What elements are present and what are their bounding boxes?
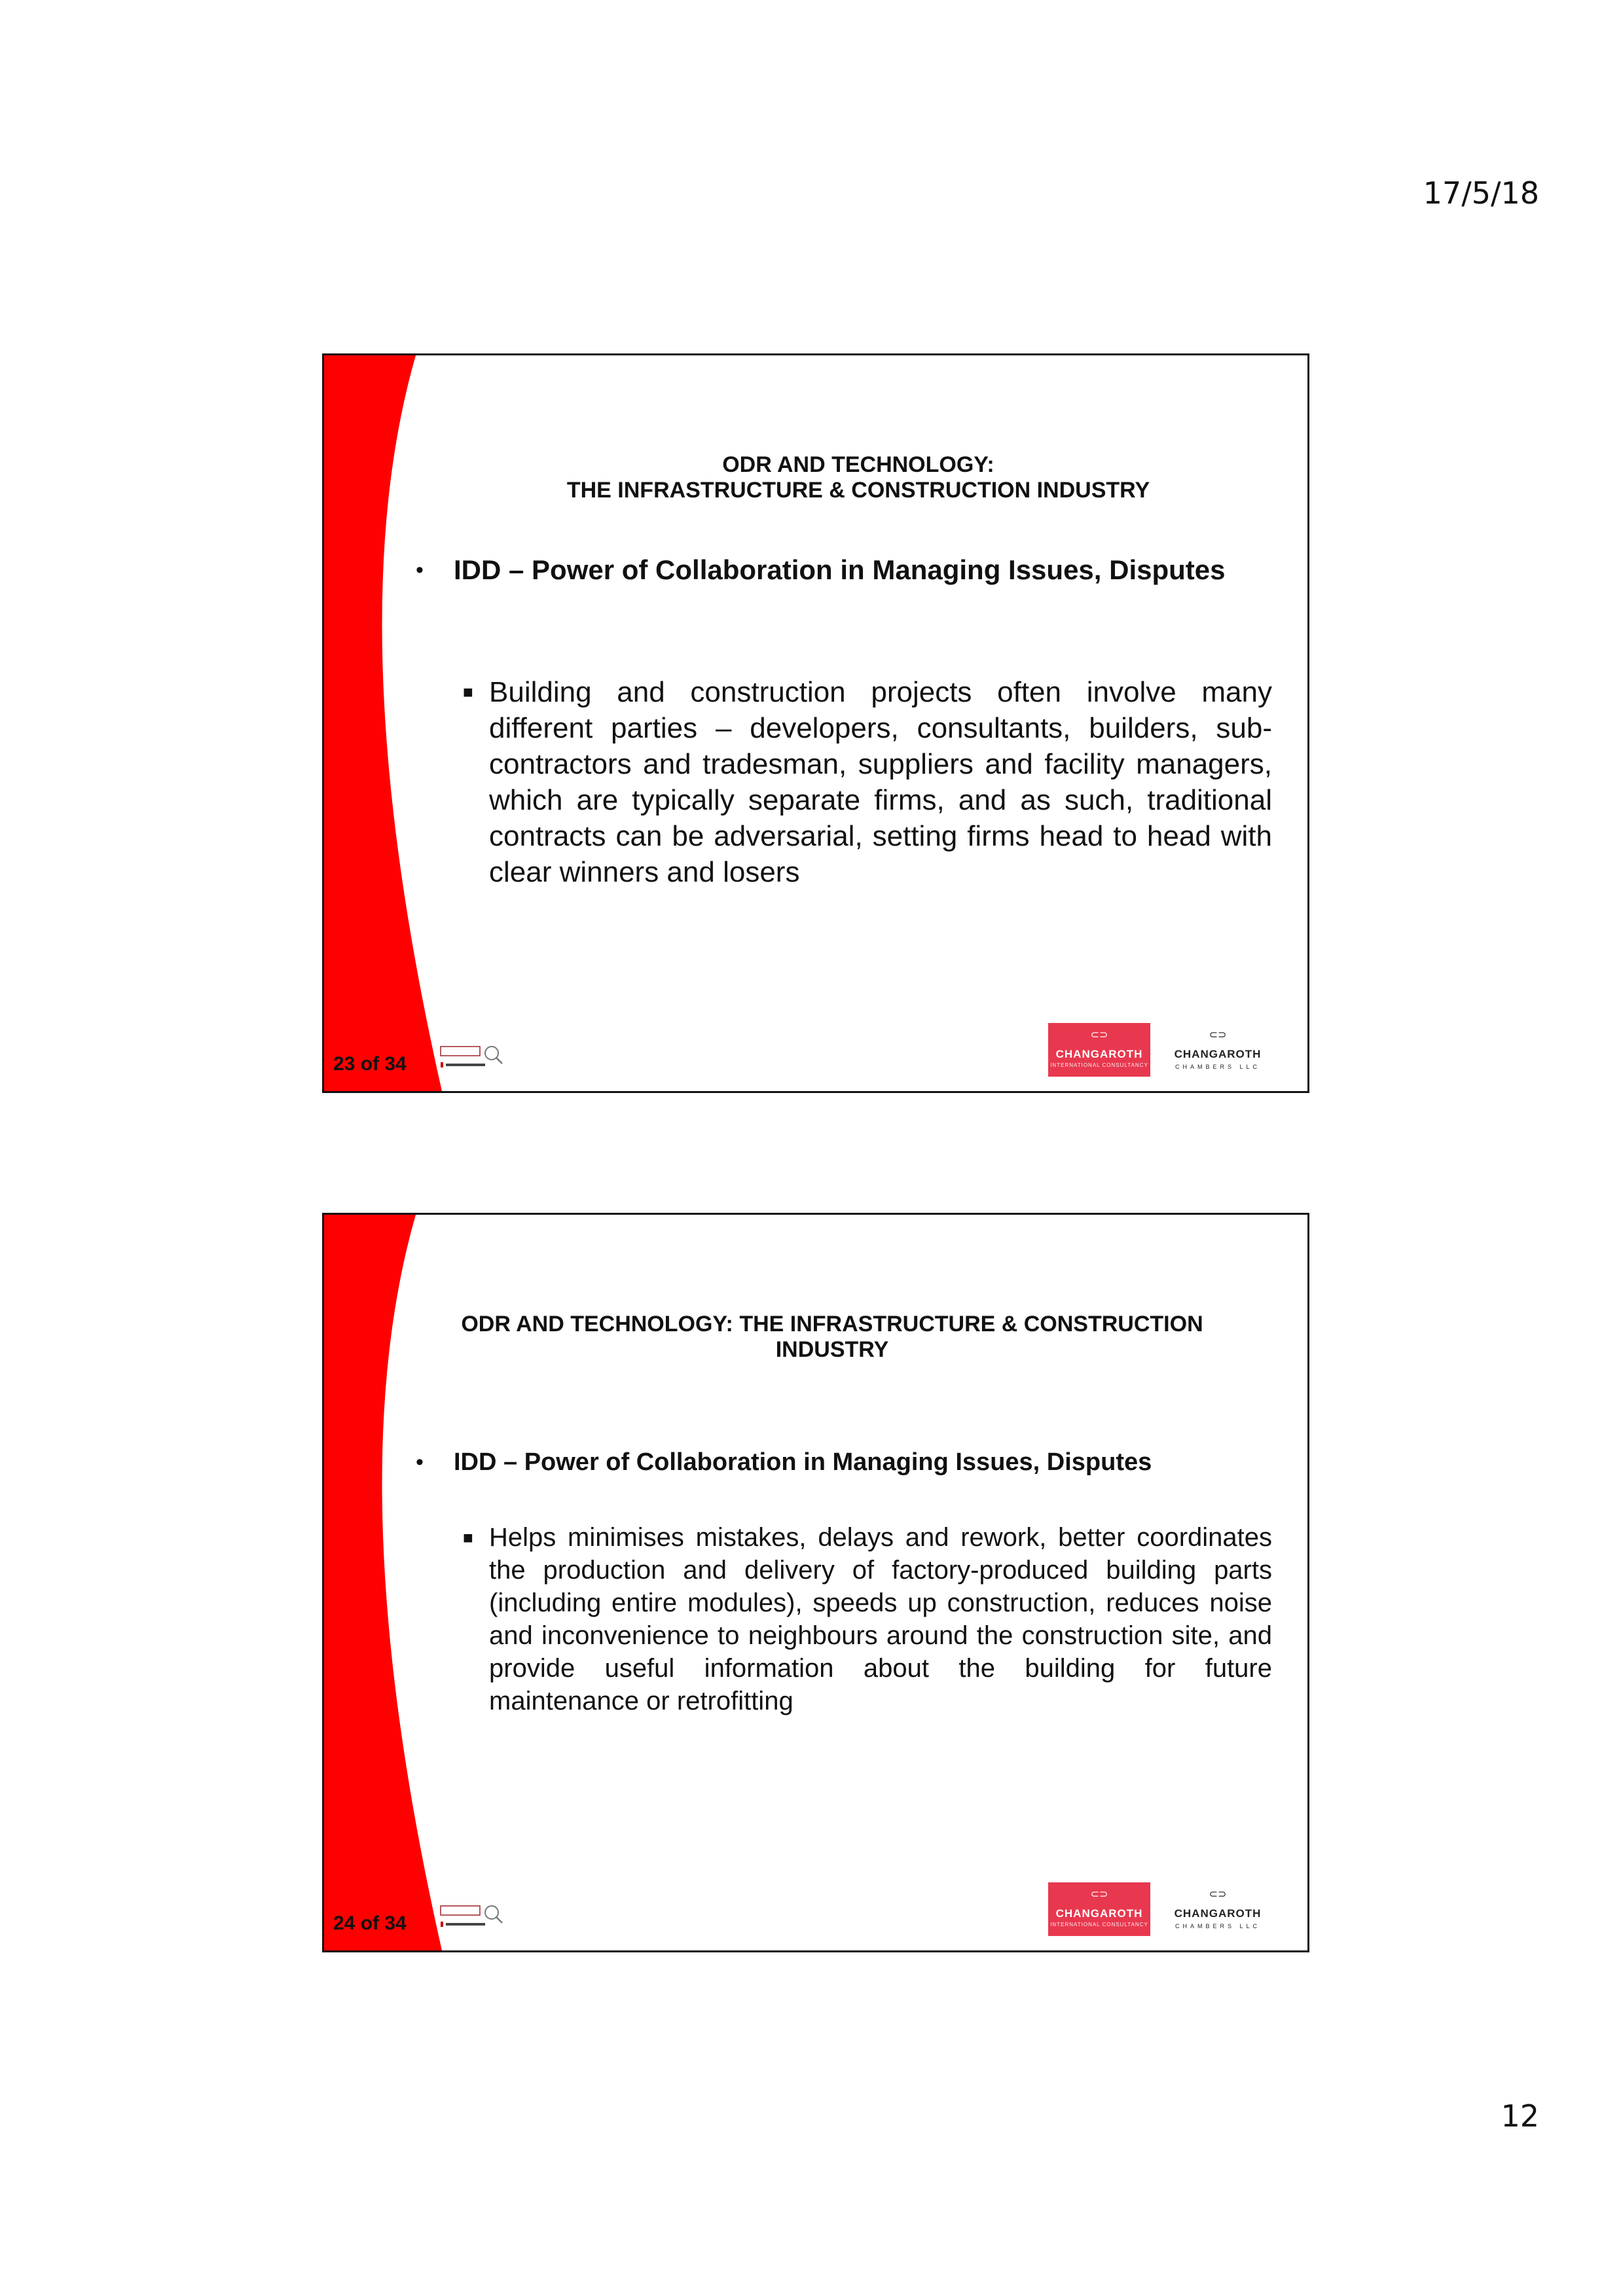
bullet-dot-icon: • xyxy=(416,1450,424,1475)
sub-bullet: ■ Building and construction projects often involve many different parties – developers, consultants, builders, sub-contractors and tradesman, suppliers and facility managers, which are typically separate firms, and as such, traditional contracts can be adversarial, setting firms head to head with clear winners and losers xyxy=(463,674,1272,890)
slide-23 xyxy=(322,353,1309,1093)
square-bullet-icon: ■ xyxy=(463,682,473,702)
changaroth-chambers-logo: ⊂⊃ CHANGAROTH CHAMBERS LLC xyxy=(1169,1023,1267,1077)
page-date: 17/5/18 xyxy=(1423,175,1539,211)
page-number: 12 xyxy=(1501,2098,1539,2134)
changaroth-international-logo: ⊂⊃ CHANGAROTH INTERNATIONAL CONSULTANCY xyxy=(1048,1023,1150,1077)
changaroth-chambers-logo: ⊂⊃ CHANGAROTH CHAMBERS LLC xyxy=(1169,1882,1267,1936)
chain-link-icon: ⊂⊃ xyxy=(1209,1030,1227,1041)
square-bullet-icon: ■ xyxy=(463,1528,473,1547)
slide-24 xyxy=(322,1213,1309,1952)
slide-count: 24 of 34 xyxy=(333,1912,407,1934)
firm-logo xyxy=(439,1901,505,1932)
chain-link-icon: ⊂⊃ xyxy=(1090,1030,1108,1041)
firm-logo xyxy=(439,1041,505,1073)
changaroth-international-logo: ⊂⊃ CHANGAROTH INTERNATIONAL CONSULTANCY xyxy=(1048,1882,1150,1936)
slide-title: ODR AND TECHNOLOGY: THE INFRASTRUCTURE & CONSTRUCTION INDUSTRY xyxy=(461,1312,1203,1362)
main-bullet: • IDD – Power of Collaboration in Managing Issues, Disputes xyxy=(416,1444,1242,1480)
chain-link-icon: ⊂⊃ xyxy=(1090,1889,1108,1900)
chain-link-icon: ⊂⊃ xyxy=(1209,1889,1227,1900)
sub-bullet: ■ Helps minimises mistakes, delays and rework, better coordinates the production and delivery of factory-produced building parts (including entire modules), speeds up construction, reduces noise and inconvenience to neighbours around the construction site, and provide useful information about the building for future maintenance or retrofitting xyxy=(463,1521,1272,1717)
bullet-dot-icon: • xyxy=(416,558,424,583)
main-bullet: • IDD – Power of Collaboration in Managing Issues, Disputes xyxy=(416,552,1242,588)
slide-count: 23 of 34 xyxy=(333,1053,407,1075)
slide-title: ODR AND TECHNOLOGY: THE INFRASTRUCTURE & CONSTRUCTION INDUSTRY xyxy=(566,452,1150,503)
